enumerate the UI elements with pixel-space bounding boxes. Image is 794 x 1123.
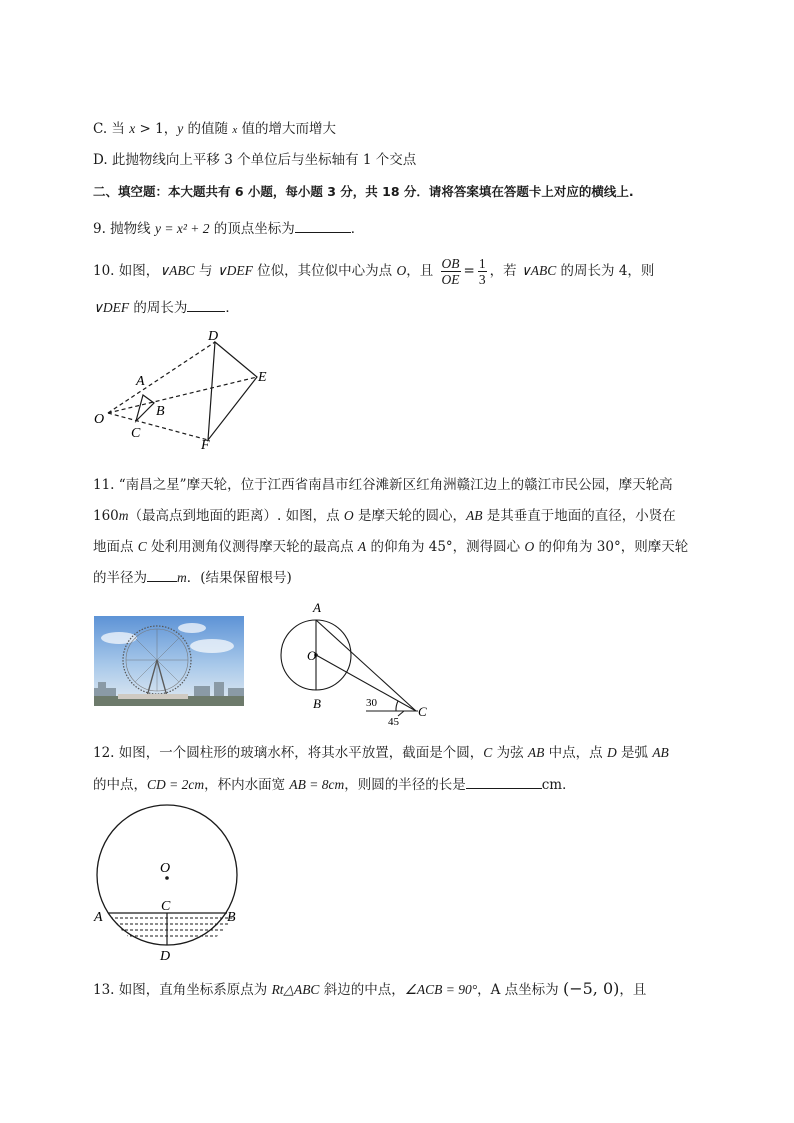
label-f: F (201, 438, 210, 453)
glass-cross-section (90, 800, 250, 965)
label-d: D (208, 329, 219, 344)
answer-blank-9[interactable] (295, 219, 351, 233)
triangle-def (208, 342, 257, 440)
label-c: C (418, 704, 427, 719)
question-13-line1: 13. 如图，直角坐标系原点为 Rt△ABC 斜边的中点，∠ACB = 90°，A 点坐标为 (−5, 0)，且 (93, 979, 647, 998)
angle-label-45: 45 (388, 716, 399, 728)
label-d: D (160, 949, 171, 964)
label-b: B (313, 696, 321, 711)
ray-oe (108, 377, 257, 413)
ratio-fraction: $\frac{OB}{OE}$ (441, 256, 460, 287)
ferris-wheel-photo (94, 616, 244, 706)
label-a: A (313, 600, 321, 615)
label-o: O (307, 648, 317, 663)
question-10-line1: 10. 如图，∨ABC 与 ∨DEF 位似，其位似中心为点 O，且 $\frac{OB}{OE}$ = $\frac{1}{3}$ ，若 ∨ABC 的周长为 4，则 (93, 256, 655, 287)
center-dot (165, 876, 169, 880)
label-o: O (160, 861, 171, 876)
section-heading: 二、填空题：本大题共有 6 小题，每小题 3 分，共 18 分．请将答案填在答题卡上对应的横线上. (93, 184, 634, 199)
answer-blank-12[interactable] (466, 775, 542, 789)
question-11-line1: 11. “南昌之星”摩天轮，位于江西省南昌市红谷滩新区红角洲赣江边上的赣江市民公园，摩天轮高 (93, 477, 673, 493)
label-c: C (161, 899, 171, 914)
question-12-line2: 的中点，CD = 2cm，杯内水面宽 AB = 8cm，则圆的半径的长是 cm． (93, 777, 576, 793)
angle-arc-30 (396, 701, 398, 711)
question-9: 9. 抛物线 y = x² + 2 的顶点坐标为 ． (93, 221, 365, 237)
angle-label-30: 30 (366, 697, 377, 709)
homothety-figure (90, 325, 280, 453)
label-e: E (258, 370, 267, 385)
question-10-line2: ∨DEF 的周长为 ． (93, 300, 239, 316)
label-c: C (131, 426, 141, 441)
answer-blank-10[interactable] (187, 298, 225, 312)
triangle-abc (136, 395, 154, 421)
ferris-wheel-diagram (270, 598, 445, 726)
ray-od (108, 342, 215, 413)
question-11-line2: 160m（最高点到地面的距离）. 如图，点 O 是摩天轮的圆心，AB 是其垂直于地面的直径，小贤在 (93, 508, 676, 524)
option-c: C. 当 x > 1，y 的值随 x 值的增大而增大 (93, 121, 336, 137)
question-11-line3: 地面点 C 处利用测角仪测得摩天轮的最高点 A 的仰角为 45°，测得圆心 O 的仰角为 30°，则摩天轮 (93, 539, 689, 555)
question-11-line4: 的半径为 m．(结果保留根号) (93, 570, 292, 586)
label-a: A (136, 374, 145, 389)
label-b: B (156, 404, 165, 419)
option-d: D. 此抛物线向上平移 3 个单位后与坐标轴有 1 个交点 (93, 152, 417, 168)
answer-blank-11[interactable] (147, 568, 177, 582)
label-b: B (227, 910, 236, 925)
one-third-fraction: $\frac{1}{3}$ (478, 256, 486, 287)
question-12-line1: 12. 如图，一个圆柱形的玻璃水杯，将其水平放置，截面是个圆，C 为弦 AB 中点，点 D 是弧 AB (93, 745, 669, 761)
label-o: O (94, 412, 105, 427)
label-a: A (94, 910, 103, 925)
